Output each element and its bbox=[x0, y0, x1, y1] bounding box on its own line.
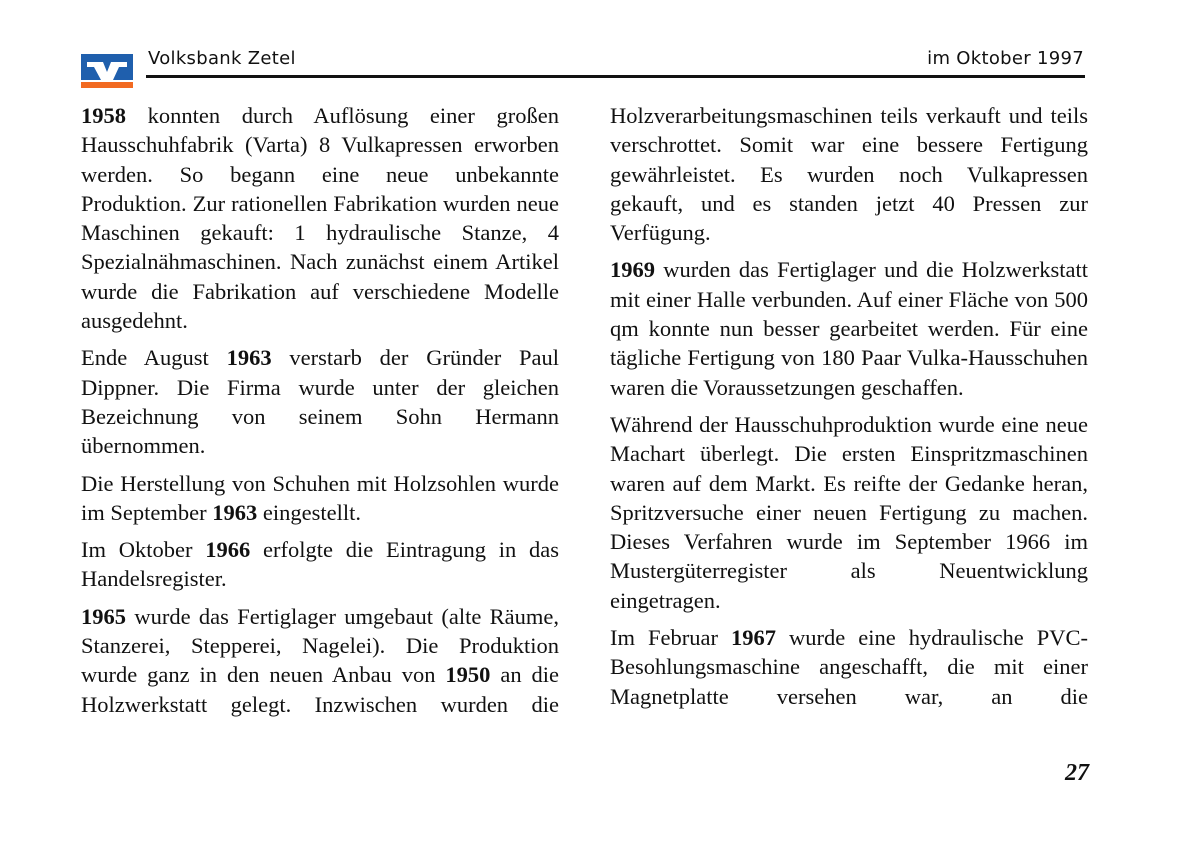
paragraph-text: konnten durch Auflösung einer großen Hausschuhfabrik (Varta) 8 Vulkapressen erworben werden. So begann eine neue unbekannte Produktion. Zur rationellen Fabrikation wurden neue Maschinen gekauft: 1 hydraulische Stanze, 4 Spezialnähmaschinen. Nach zunächst einem Artikel wurde die Fabrikation auf verschiedene Modelle ausgedehnt. bbox=[81, 103, 559, 334]
paragraph-text: wurden das Fertiglager und die Holzwerkstatt mit einer Halle verbunden. Auf einer Fläche von 500 qm konnte nun besser gearbeitet werden. Für eine tägliche Fertigung von 180 Paar Vulka-Hausschuhen waren die Voraussetzungen geschaffen. bbox=[610, 257, 1088, 400]
header-rule bbox=[146, 75, 1085, 78]
paragraph-text: verstarb der Gründer Paul Dippner. Die Firma wurde unter der gleichen Bezeichnung von seinem Sohn Hermann übernommen. bbox=[81, 345, 559, 459]
year-highlight: 1967 bbox=[731, 625, 776, 651]
year-highlight: 1969 bbox=[610, 257, 655, 283]
paragraph-hausschuhproduktion bbox=[610, 410, 1088, 615]
year-highlight: 1950 bbox=[445, 662, 491, 688]
volksbank-logo-icon bbox=[81, 54, 133, 90]
issue-date: im Oktober 1997 bbox=[927, 48, 1084, 69]
right-column bbox=[610, 101, 1088, 711]
paragraph-text: wurde eine hydraulische PVC-Besohlungsmaschine angeschafft, die mit einer Magnetplatte versehen war, an die bbox=[610, 625, 1088, 709]
paragraph-text: Die Herstellung von Schuhen mit Holzsohlen wurde im September bbox=[81, 470, 559, 525]
year-highlight: 1966 bbox=[205, 537, 251, 563]
logo-orange-bar bbox=[81, 82, 133, 88]
year-highlight: 1965 bbox=[81, 603, 126, 629]
paragraph-text: an die Holzwerkstatt gelegt. Inzwischen wurden die bbox=[81, 662, 560, 717]
paragraph-text: erfolgte die Eintragung in das Handelsregister. bbox=[81, 537, 559, 592]
paragraph-text: Ende August bbox=[81, 345, 227, 371]
paragraph-text: wurde das Fertiglager umgebaut (alte Räume, Stanzerei, Stepperei, Nagelei). Die Produktion wurde ganz in den neuen Anbau von bbox=[81, 603, 559, 688]
left-column bbox=[81, 101, 559, 719]
year-highlight: 1963 bbox=[212, 499, 258, 525]
paragraph-text: Holzverarbeitungsmaschinen teils verkauft und teils verschrottet. Somit war eine bessere Fertigung gewährleistet. Es wurden noch Vulkapressen gekauft, und es standen jetzt 40 Pressen zur Verfügung. bbox=[610, 103, 1088, 246]
paragraph-1966 bbox=[81, 535, 559, 594]
paragraph-1969 bbox=[610, 255, 1088, 401]
page-number: 27 bbox=[1065, 760, 1089, 786]
paragraph-text: Im Februar bbox=[610, 625, 731, 651]
paragraph-1965 bbox=[81, 602, 559, 719]
paragraph-text: Im Oktober bbox=[81, 537, 206, 563]
paragraph-1963-holzsohlen bbox=[81, 469, 559, 528]
paragraph-1967 bbox=[610, 623, 1088, 711]
year-highlight: 1958 bbox=[81, 103, 126, 128]
paragraph-text: eingestellt. bbox=[257, 499, 361, 525]
paragraph-1963-founder bbox=[81, 343, 559, 460]
year-highlight: 1963 bbox=[226, 345, 272, 371]
paragraph-1958 bbox=[81, 101, 559, 335]
bank-name: Volksbank Zetel bbox=[148, 48, 296, 69]
paragraph-text: Während der Hausschuhproduktion wurde eine neue Machart überlegt. Die ersten Einspritzmaschinen waren auf dem Markt. Es reifte der Gedanke heran, Spritzversuche einer neuen Fertigung zu machen. Dieses Verfahren wurde im September 1966 im Mustergüterregister als Neuentwicklung eingetragen. bbox=[610, 411, 1088, 613]
paragraph-continued bbox=[610, 101, 1088, 247]
